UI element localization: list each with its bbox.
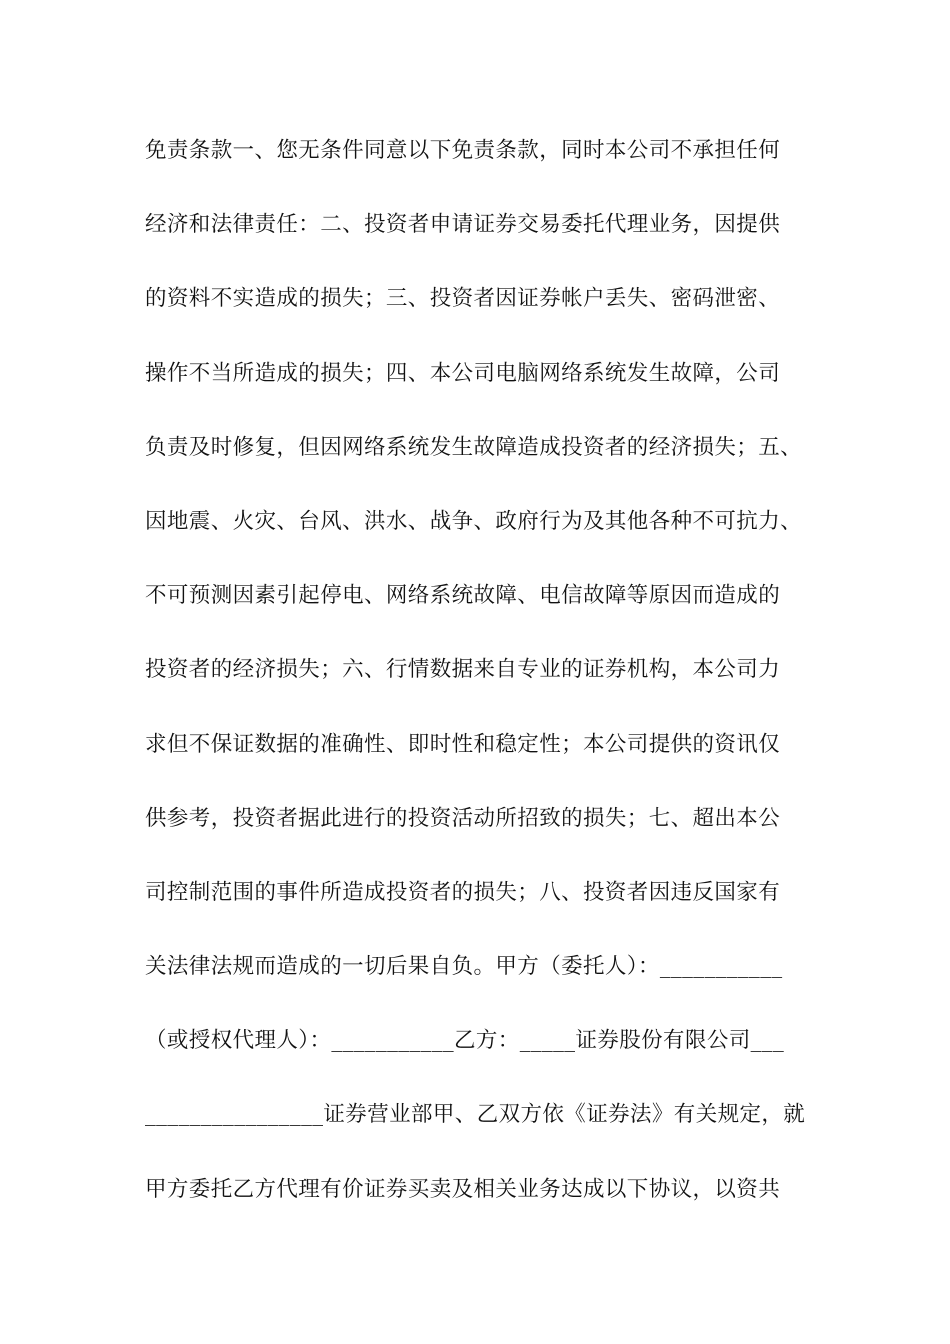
text-line: 负责及时修复，但因网络系统发生故障造成投资者的经济损失；五、	[145, 434, 803, 460]
text-line: 司控制范围的事件所造成投资者的损失；八、投资者因违反国家有	[145, 879, 781, 905]
text-line: 甲方委托乙方代理有价证券买卖及相关业务达成以下协议，以资共	[145, 1176, 781, 1202]
text-line: 的资料不实造成的损失；三、投资者因证券帐户丢失、密码泄密、	[145, 286, 781, 312]
text-line: （或授权代理人）：___________乙方：_____证券股份有限公司___	[145, 1028, 785, 1054]
text-line: 供参考，投资者据此进行的投资活动所招致的损失；七、超出本公	[145, 805, 781, 831]
text-line: 关法律法规而造成的一切后果自负。甲方（委托人）：___________	[145, 954, 783, 980]
text-line: 求但不保证数据的准确性、即时性和稳定性；本公司提供的资讯仅	[145, 731, 781, 757]
text-line: 投资者的经济损失；六、行情数据来自专业的证券机构，本公司力	[145, 657, 781, 683]
text-line: 操作不当所造成的损失；四、本公司电脑网络系统发生故障，公司	[145, 360, 781, 386]
text-line: ________________证券营业部甲、乙双方依《证券法》有关规定，就	[145, 1102, 806, 1128]
text-line: 不可预测因素引起停电、网络系统故障、电信故障等原因而造成的	[145, 583, 781, 609]
text-line: 经济和法律责任：二、投资者申请证券交易委托代理业务，因提供	[145, 212, 781, 238]
body-text	[145, 128, 815, 1241]
text-line: 因地震、火灾、台风、洪水、战争、政府行为及其他各种不可抗力、	[145, 508, 803, 534]
text-line: 免责条款一、您无条件同意以下免责条款，同时本公司不承担任何	[145, 138, 781, 163]
